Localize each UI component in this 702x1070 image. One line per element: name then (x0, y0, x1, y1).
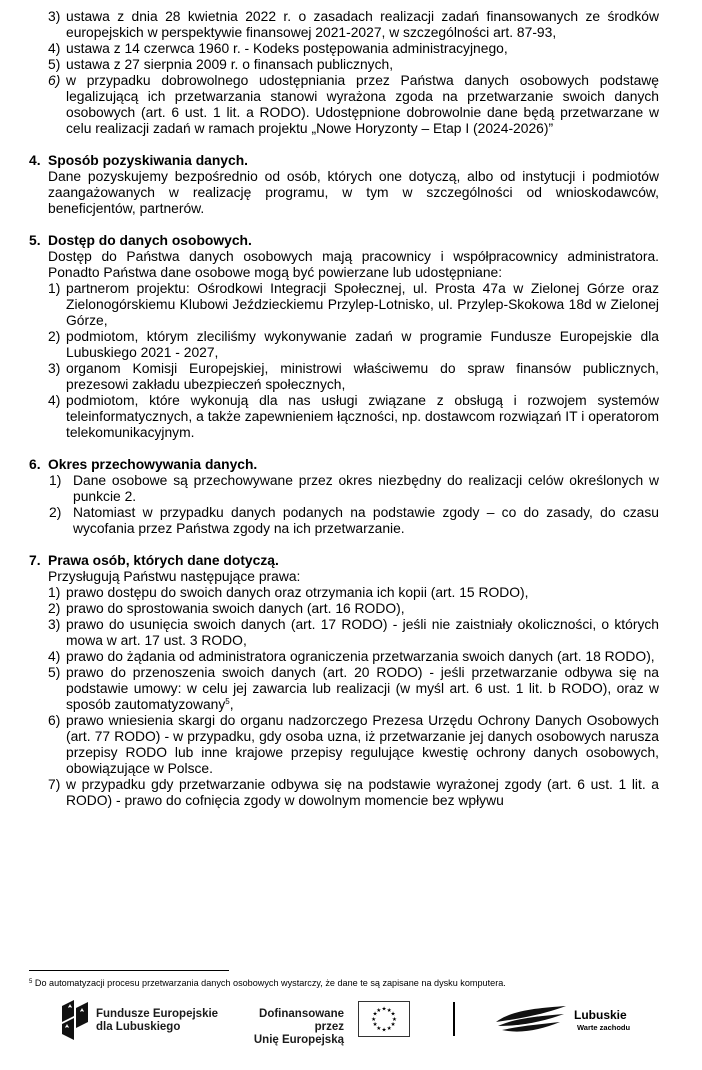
list-item: 1) partnerom projektu: Ośrodkowi Integracji Społecznej, ul. Prosta 47a w Zielonej Górze oraz Zielonogórskiemu Klubowi Jeździeckiemu Przylep-Lotnisko, ul. Przylep-Skokowa 18d w Zielonej Górze, (48, 280, 659, 328)
eu-star-icon: ★ (376, 1025, 382, 1032)
list-item: 4) prawo do żądania od administratora ograniczenia przetwarzania swoich danych (art. 18 RODO), (48, 648, 655, 664)
eu-star-icon: ★ (372, 1011, 378, 1018)
footnote-separator (29, 970, 229, 971)
eu-star-icon: ★ (386, 1007, 392, 1014)
list-item: 1) prawo dostępu do swoich danych oraz otrzymania ich kopii (art. 15 RODO), (48, 584, 529, 600)
section-heading: 5. Dostęp do danych osobowych. (29, 232, 252, 248)
legal-basis-list (0, 8, 702, 136)
document-content (0, 8, 702, 808)
list-item: 6) prawo wniesienia skargi do organu nadzorczego Prezesa Urzędu Ochrony Danych Osobowych (art. 77 RODO) - w przypadku, gdy osoba uzna, iż przetwarzanie jej danych osobowych narusza przepisy RODO lub inne krajowe przepisy regulujące kwestię ochrony danych osobowych, obowiązujące w Polsce. (48, 712, 659, 776)
lubuskie-name: Lubuskie (574, 1008, 627, 1022)
list-item: 1) Dane osobowe są przechowywane przez okres niezbędny do realizacji celów określonych w punkcie 2. (49, 472, 659, 504)
list-item: 2) podmiotom, którym zleciliśmy wykonywanie zadań w programie Fundusze Europejskie dla Lubuskiego 2021 - 2027, (48, 328, 659, 360)
eu-star-icon: ★ (372, 1022, 378, 1029)
section-heading: 7. Prawa osób, których dane dotyczą. (29, 552, 279, 568)
eu-flag-icon (358, 1001, 410, 1037)
eu-star-icon: ★ (381, 1027, 387, 1034)
list-item: 4) ustawa z 14 czerwca 1960 r. - Kodeks postępowania administracyjnego, (48, 40, 508, 56)
list-item: 2) Natomiast w przypadku danych podanych na podstawie zgody – co do zasady, do czasu wycofania przez Państwa zgody na ich przetwarzanie. (49, 504, 659, 536)
list-item: 5) prawo do przenoszenia swoich danych (art. 20 RODO) - jeśli przetwarzanie odbywa się na podstawie umowy: w celu jej zawarcia lub realizacji (w myśl art. 6 ust. 1 lit. b RODO), oraz w sposób zautomatyzowany$^5$, (48, 664, 659, 712)
footnote: $^5$ Do automatyzacji procesu przetwarzania danych osobowych wystarczy, że dane te są zapisane na dysku komputera. (29, 978, 506, 988)
eu-cofinancing-text: Dofinansowane przez Unię Europejską (253, 1008, 344, 1046)
lubuskie-logo-icon (494, 1004, 568, 1038)
section-body: Dane pozyskujemy bezpośrednio od osób, których one dotyczą, albo od instytucji i podmiotów zaangażowanych w realizację programu, w tym w szczególności od wnioskodawców, beneficjentów, partnerów. (48, 168, 659, 216)
eu-star-icon: ★ (390, 1011, 396, 1018)
list-item: 3) prawo do usunięcia swoich danych (art. 17 RODO) - jeśli nie zaistniały okoliczności, o których mowa w art. 17 ust. 3 RODO, (48, 616, 659, 648)
eu-star-icon: ★ (391, 1016, 397, 1023)
eu-star-icon: ★ (381, 1006, 387, 1013)
eu-star-icon: ★ (386, 1025, 392, 1032)
list-item: 2) prawo do sprostowania swoich danych (art. 16 RODO), (48, 600, 405, 616)
list-item: 3) ustawa z dnia 28 kwietnia 2022 r. o zasadach realizacji zadań finansowanych ze środków europejskich w perspektywie finansowej 2021-2027, w szczególności art. 87-93, (48, 8, 659, 40)
section-heading: 4. Sposób pozyskiwania danych. (29, 152, 249, 168)
list-item: 4) podmiotom, które wykonują dla nas usługi związane z obsługą i rozwojem systemów teleinformatycznych, a także zapewnieniem łączności, np. dostawcom rozwiązań IT i operatorom telekomunikacyjnym. (48, 392, 659, 440)
footnote-ref[interactable]: 5 (225, 697, 230, 706)
eu-star-icon: ★ (390, 1022, 396, 1029)
funding-logos-bar (0, 996, 702, 1056)
eu-star-icon: ★ (376, 1007, 382, 1014)
list-item: 5) ustawa z 27 sierpnia 2009 r. o finansach publicznych, (48, 56, 394, 72)
eu-star-icon: ★ (371, 1016, 377, 1023)
fundusze-europejskie-text: Fundusze Europejskie dla Lubuskiego (96, 1008, 219, 1033)
section-body: Przysługują Państwu następujące prawa: (48, 568, 301, 584)
list-item: 3) organom Komisji Europejskiej, ministrowi właściwemu do spraw finansów publicznych, prezesowi zakładu ubezpieczeń społecznych, (48, 360, 659, 392)
list-item: 7) w przypadku gdy przetwarzanie odbywa się na podstawie wyrażonej zgody (art. 6 ust. 1 lit. a RODO) - prawo do cofnięcia zgody w dowolnym momencie bez wpływu (48, 776, 659, 808)
fundusze-europejskie-logo-icon (60, 1000, 90, 1040)
lubuskie-tagline: Warte zachodu (577, 1023, 631, 1032)
list-item: 6) w przypadku dobrowolnego udostępniania przez Państwa danych osobowych podstawę legalizującą ich przetwarzania stanowi wyrażona zgoda na przetwarzanie swoich danych osobowych (art. 6 ust. 1 lit. a RODO). Udostępnione dobrowolnie dane będą przetwarzane w celu realizacji zadań w ramach projektu „Nowe Horyzonty – Etap I (2024-2026)” (48, 72, 659, 136)
logo-divider (453, 1002, 455, 1036)
section-heading: 6. Okres przechowywania danych. (29, 456, 258, 472)
section-body: Dostęp do Państwa danych osobowych mają pracownicy i współpracownicy administratora. Ponadto Państwa dane osobowe mogą być powierzane lub udostępniane: (48, 248, 659, 280)
